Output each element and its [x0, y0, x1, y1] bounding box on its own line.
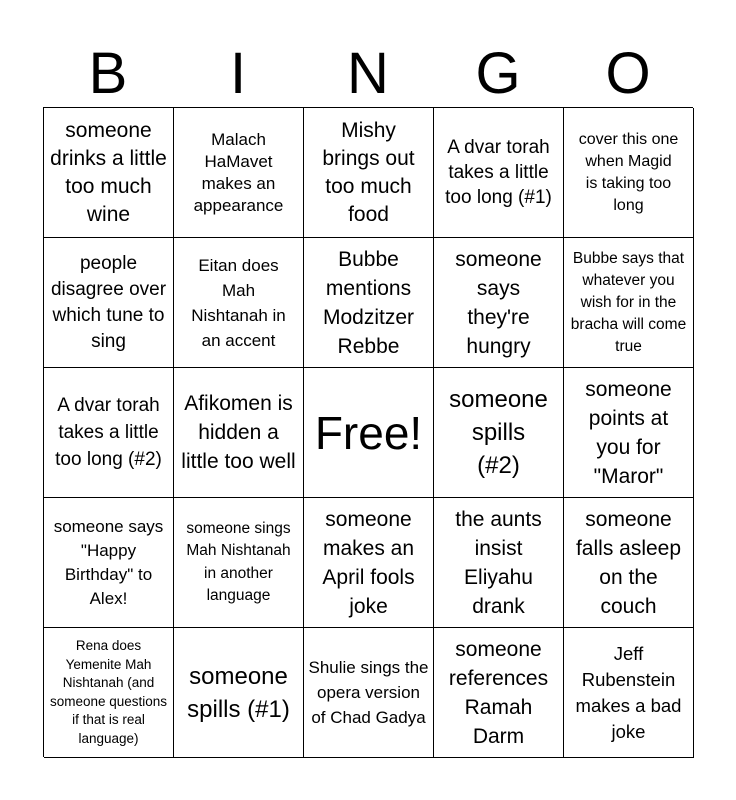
bingo-cell-r4c1[interactable] — [44, 498, 174, 628]
bingo-cell-r3c5[interactable] — [564, 368, 694, 498]
bingo-cell-r4c2[interactable] — [174, 498, 304, 628]
bingo-cell-free[interactable] — [304, 368, 434, 498]
cell-text: Afikomen is hidden a little too well — [181, 392, 296, 473]
cell-text: Bubbe mentions Modzitzer Rebbe — [322, 247, 415, 358]
bingo-cell-r5c2[interactable] — [174, 628, 304, 758]
cell-text: Bubbe says that whatever you wish for in the bracha will come true — [570, 249, 687, 355]
bingo-cell-r2c1[interactable] — [44, 238, 174, 368]
bingo-cell-r1c1[interactable] — [44, 108, 174, 238]
bingo-cell-r2c5[interactable] — [564, 238, 694, 368]
cell-text: the aunts insist Eliyahu drank — [455, 507, 542, 618]
cell-text: someone says "Happy Birthday" to Alex! — [53, 516, 164, 608]
cell-text: someone falls asleep on the couch — [575, 507, 682, 618]
bingo-cell-r4c4[interactable] — [434, 498, 564, 628]
bingo-card — [43, 107, 693, 757]
cell-text: Malach HaMavet makes an appearance — [193, 129, 284, 215]
bingo-cell-r3c4[interactable] — [434, 368, 564, 498]
cell-text: A dvar torah takes a little too long (#2) — [55, 395, 162, 470]
bingo-cell-r5c1[interactable] — [44, 628, 174, 758]
cell-text: Jeff Rubenstein makes a bad joke — [575, 642, 682, 742]
header-letter-o: O — [605, 41, 651, 106]
bingo-cell-r3c2[interactable] — [174, 368, 304, 498]
cell-text: someone says they're hungry — [455, 247, 542, 358]
bingo-cell-r5c3[interactable] — [304, 628, 434, 758]
bingo-cell-r2c2[interactable] — [174, 238, 304, 368]
bingo-cell-r1c5[interactable] — [564, 108, 694, 238]
header-letter-b: B — [88, 41, 128, 106]
cell-text: cover this one when Magid is taking too long — [578, 130, 679, 214]
cell-text: someone drinks a little too much wine — [50, 118, 167, 226]
cell-text: Shulie sings the opera version of Chad Gadya — [308, 658, 429, 727]
bingo-cell-r4c5[interactable] — [564, 498, 694, 628]
header-letter-i: I — [229, 41, 247, 106]
bingo-cell-r1c4[interactable] — [434, 108, 564, 238]
bingo-header — [43, 40, 693, 108]
cell-text: Eitan does Mah Nishtanah in an accent — [191, 255, 286, 350]
cell-text: A dvar torah takes a little too long (#1) — [445, 137, 552, 208]
cell-text: people disagree over which tune to sing — [50, 252, 167, 352]
bingo-cell-r3c1[interactable] — [44, 368, 174, 498]
bingo-cell-r5c5[interactable] — [564, 628, 694, 758]
header-letter-g: G — [475, 41, 521, 106]
bingo-cell-r1c2[interactable] — [174, 108, 304, 238]
bingo-cell-r5c4[interactable] — [434, 628, 564, 758]
cell-text: Rena does Yemenite Mah Nishtanah (and someone questions if that is real language) — [49, 638, 168, 746]
cell-text: someone spills (#1) — [187, 662, 290, 723]
cell-text: someone makes an April fools joke — [322, 507, 415, 618]
bingo-cell-r2c3[interactable] — [304, 238, 434, 368]
cell-text: someone sings Mah Nishtanah in another language — [186, 519, 291, 604]
cell-text: Mishy brings out too much food — [322, 118, 415, 226]
bingo-cell-r4c3[interactable] — [304, 498, 434, 628]
free-space-text: Free! — [314, 406, 423, 459]
bingo-cell-r1c3[interactable] — [304, 108, 434, 238]
header-letter-n: N — [347, 41, 389, 106]
cell-text: someone references Ramah Darm — [448, 637, 549, 748]
cell-text: someone spills (#2) — [449, 386, 548, 479]
cell-text: someone points at you for "Maror" — [585, 377, 672, 488]
bingo-cell-r2c4[interactable] — [434, 238, 564, 368]
